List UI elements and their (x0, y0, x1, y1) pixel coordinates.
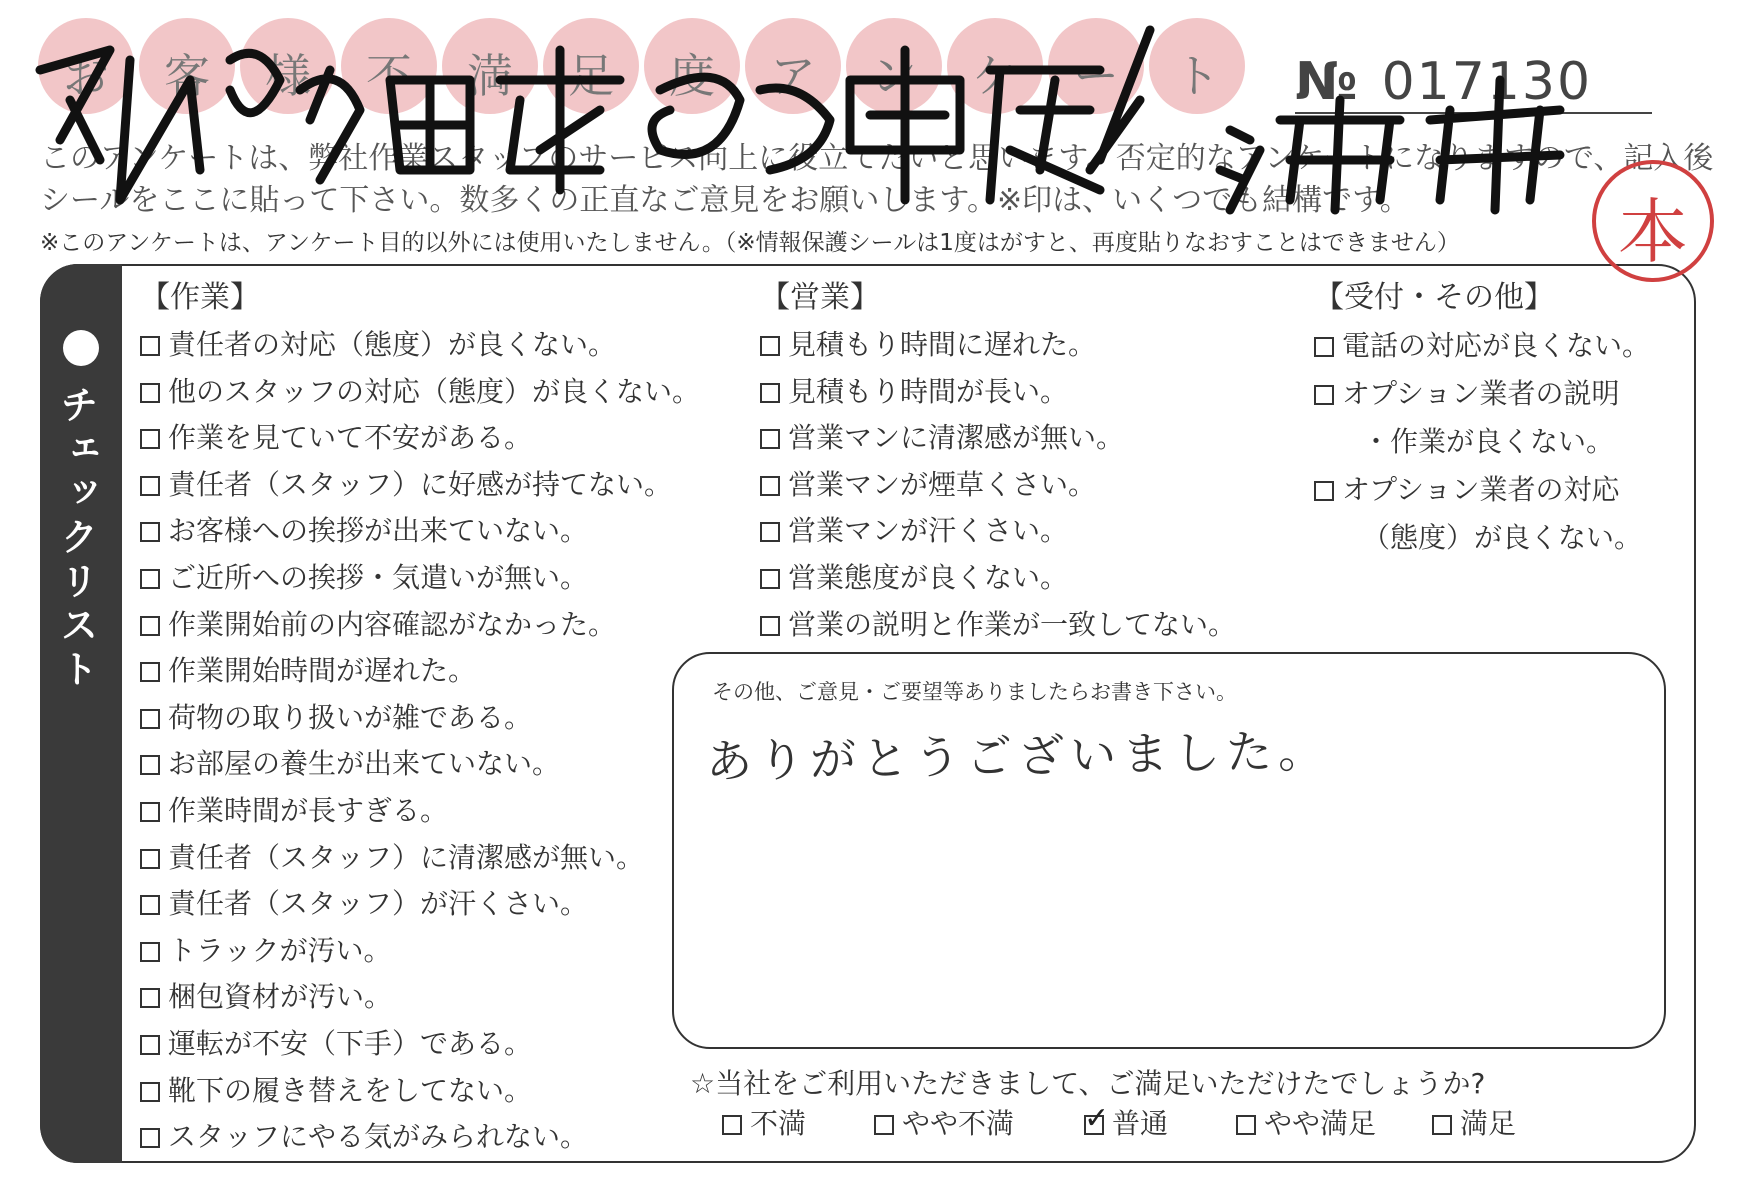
title-char: ケ (972, 49, 1018, 103)
rating-checkbox[interactable] (874, 1115, 894, 1135)
checkbox[interactable] (140, 802, 160, 822)
serial-prefix: № (1295, 52, 1360, 112)
checklist-item-label: 営業マンが煙草くさい。 (788, 467, 1097, 501)
checkbox[interactable] (140, 755, 160, 775)
checklist-item-label: 営業態度が良くない。 (788, 560, 1069, 594)
checkbox[interactable] (140, 1082, 160, 1102)
checkbox[interactable] (140, 709, 160, 729)
title-char: ン (871, 49, 917, 103)
checklist-item-continuation: （態度）が良くない。 (1362, 521, 1643, 554)
sidebar-label: チェックリスト (54, 385, 98, 693)
checklist-item[interactable] (140, 741, 700, 788)
privacy-notice: ※このアンケートは、アンケート目的以外には使用いたしません。（※情報保護シールは1度はがすと、再度貼りなおすことはできません） (40, 230, 1460, 256)
work-item-list (140, 322, 700, 1161)
checklist-item[interactable] (140, 928, 700, 975)
checkbox[interactable] (140, 383, 160, 403)
rating-checkbox[interactable] (1236, 1115, 1256, 1135)
rating-label: 満足 (1460, 1107, 1517, 1140)
title-char: ア (770, 49, 816, 103)
checklist-item-label: 責任者の対応（態度）が良くない。 (168, 328, 617, 361)
checkbox[interactable] (140, 895, 160, 915)
checklist-item[interactable] (140, 602, 700, 649)
checklist-item-line (1314, 322, 1650, 370)
checkbox[interactable] (760, 429, 780, 449)
rating-option[interactable] (1084, 1102, 1168, 1142)
checkbox[interactable] (760, 522, 780, 542)
checklist-item-label: 責任者（スタッフ）に好感が持てない。 (168, 467, 673, 501)
checklist-item-label: スタッフにやる気がみられない。 (168, 1120, 589, 1154)
checkbox[interactable] (140, 942, 160, 962)
checkbox[interactable] (140, 476, 160, 496)
intro-text: このアンケートは、弊社作業スタッフのサービス向上に役立てたいと思います。否定的なアンケートになりますので、記入後シールをここに貼って下さい。数多くの正直なご意見をお願いします。※印は、いくつでも結構です。 (40, 141, 1714, 218)
checkbox[interactable] (140, 1035, 160, 1055)
sales-section (760, 272, 1236, 648)
reception-section (1314, 272, 1650, 562)
rating-checkbox[interactable] (722, 1115, 742, 1135)
reception-item-list (1314, 322, 1650, 562)
checklist-item[interactable] (140, 1021, 700, 1068)
rating-option[interactable] (1236, 1102, 1376, 1142)
survey-title (38, 18, 1258, 128)
comment-prompt: その他、ご意見・ご要望等ありましたらお書き下さい。 (712, 680, 1237, 704)
checklist-item-line (1314, 466, 1650, 514)
checkbox[interactable] (760, 336, 780, 356)
title-char: ー (1073, 49, 1119, 103)
checkbox[interactable] (760, 383, 780, 403)
title-char: ト (1174, 49, 1220, 103)
checkbox[interactable] (1314, 481, 1334, 501)
checklist-item[interactable] (140, 322, 700, 369)
checkbox[interactable] (140, 429, 160, 449)
checklist-item[interactable] (140, 974, 700, 1021)
checklist-item-label: ご近所への挨拶・気遣いが無い。 (168, 560, 589, 594)
checklist-item[interactable] (140, 835, 700, 882)
checklist-item-label: 見積もり時間が長い。 (788, 374, 1069, 408)
checkbox[interactable] (140, 849, 160, 869)
handwritten-comment: ありがとうございました。 (705, 723, 1331, 789)
sales-item-list (760, 322, 1236, 648)
work-section-title: 【作業】 (140, 280, 260, 315)
checkbox[interactable] (140, 1128, 160, 1148)
checklist-item-label: 電話の対応が良くない。 (1342, 329, 1651, 362)
checklist-item-label: お客様への挨拶が出来ていない。 (168, 514, 589, 548)
rating-option[interactable] (874, 1102, 1014, 1142)
title-char: お (63, 49, 109, 103)
checklist-item-label: 作業を見ていて不安がある。 (168, 421, 533, 455)
checkbox[interactable] (140, 336, 160, 356)
rating-label: 不満 (750, 1107, 807, 1140)
checklist-item[interactable] (140, 1068, 700, 1115)
checklist-item-line (1314, 370, 1650, 418)
rating-checkbox[interactable] (1084, 1101, 1110, 1136)
seal-character: 本 (1618, 191, 1688, 273)
checklist-item[interactable] (140, 1114, 700, 1161)
checkbox[interactable] (760, 616, 780, 636)
checklist-item[interactable] (760, 415, 1236, 462)
title-char: 不 (366, 49, 412, 103)
rating-option[interactable] (722, 1102, 806, 1142)
title-char: 度 (669, 49, 715, 103)
checklist-item-label: 梱包資材が汚い。 (168, 980, 393, 1014)
rating-label: やや不満 (902, 1107, 1015, 1140)
checklist-item[interactable] (760, 602, 1236, 649)
checklist-item-label: オプション業者の説明 (1342, 377, 1620, 410)
checklist-item-label: 営業マンに清潔感が無い。 (788, 421, 1125, 455)
check-mark-icon: ✓ (1084, 1101, 1110, 1136)
checklist-item[interactable] (140, 508, 700, 555)
checklist-item[interactable] (760, 508, 1236, 555)
checkbox[interactable] (760, 569, 780, 589)
checklist-item[interactable] (140, 788, 700, 835)
checklist-item[interactable] (760, 555, 1236, 602)
checklist-item-label: 責任者（スタッフ）が汗くさい。 (168, 887, 589, 921)
reception-section-title: 【受付・その他】 (1314, 280, 1554, 315)
checklist-item-label: 責任者（スタッフ）に清潔感が無い。 (168, 840, 645, 874)
checkbox[interactable] (140, 522, 160, 542)
checklist-item-label: 荷物の取り扱いが雑である。 (168, 700, 533, 734)
checklist-item[interactable] (760, 322, 1236, 369)
checklist-item-label: 作業開始時間が遅れた。 (168, 654, 477, 688)
checklist-item[interactable] (140, 555, 700, 602)
checklist-item[interactable] (140, 415, 700, 462)
checkbox[interactable] (1314, 385, 1334, 405)
checkbox[interactable] (140, 616, 160, 636)
checklist-item[interactable] (140, 648, 700, 695)
checklist-item[interactable] (760, 369, 1236, 416)
checkbox[interactable] (140, 569, 160, 589)
checklist-item[interactable] (140, 695, 700, 742)
rating-option[interactable] (1432, 1102, 1516, 1142)
sidebar-dot-icon (63, 330, 99, 366)
serial-value: 017130 (1381, 52, 1593, 112)
checklist-item-label: オプション業者の対応 (1342, 473, 1620, 506)
title-char: 満 (467, 49, 513, 103)
rating-label: 普通 (1112, 1107, 1169, 1140)
checklist-item-label: トラックが汚い。 (168, 933, 392, 967)
checklist-item[interactable] (760, 462, 1236, 509)
checklist-item-label: 作業開始前の内容確認がなかった。 (168, 607, 617, 641)
checklist-item-continuation: ・作業が良くない。 (1362, 425, 1615, 458)
sales-section-title: 【営業】 (760, 280, 880, 315)
title-char: 客 (164, 49, 210, 103)
checklist-item-label: 靴下の履き替えをしてない。 (168, 1073, 533, 1107)
checkbox[interactable] (140, 662, 160, 682)
checklist-item[interactable] (1314, 370, 1650, 466)
checklist-item-label: 営業マンが汗くさい。 (788, 514, 1069, 548)
checklist-item-label: 運転が不安（下手）である。 (168, 1026, 533, 1060)
checklist-item[interactable] (140, 462, 700, 509)
checklist-item-label: 作業時間が長すぎる。 (168, 793, 449, 827)
checkbox[interactable] (140, 988, 160, 1008)
comment-box[interactable] (672, 652, 1666, 1049)
satisfaction-question: ☆当社をご利用いただきまして、ご満足いただけたでしょうか? (690, 1067, 1486, 1100)
checklist-item[interactable] (1314, 322, 1650, 370)
work-section (140, 272, 700, 1161)
checklist-item-label: 他のスタッフの対応（態度）が良くない。 (168, 374, 701, 408)
checkbox[interactable] (760, 476, 780, 496)
checklist-item-label: 見積もり時間に遅れた。 (788, 328, 1097, 361)
checklist-item[interactable] (140, 369, 700, 416)
checklist-item[interactable] (140, 881, 700, 928)
checklist-item-label: 営業の説明と作業が一致してない。 (788, 607, 1237, 641)
rating-label: やや満足 (1264, 1107, 1377, 1140)
checklist-item[interactable] (1314, 466, 1650, 562)
rating-checkbox[interactable] (1432, 1115, 1452, 1135)
checklist-item-label: お部屋の養生が出来ていない。 (168, 747, 561, 781)
title-char: 足 (568, 49, 614, 103)
checkbox[interactable] (1314, 337, 1334, 357)
serial-number (1295, 52, 1652, 114)
title-char: 様 (265, 49, 311, 103)
